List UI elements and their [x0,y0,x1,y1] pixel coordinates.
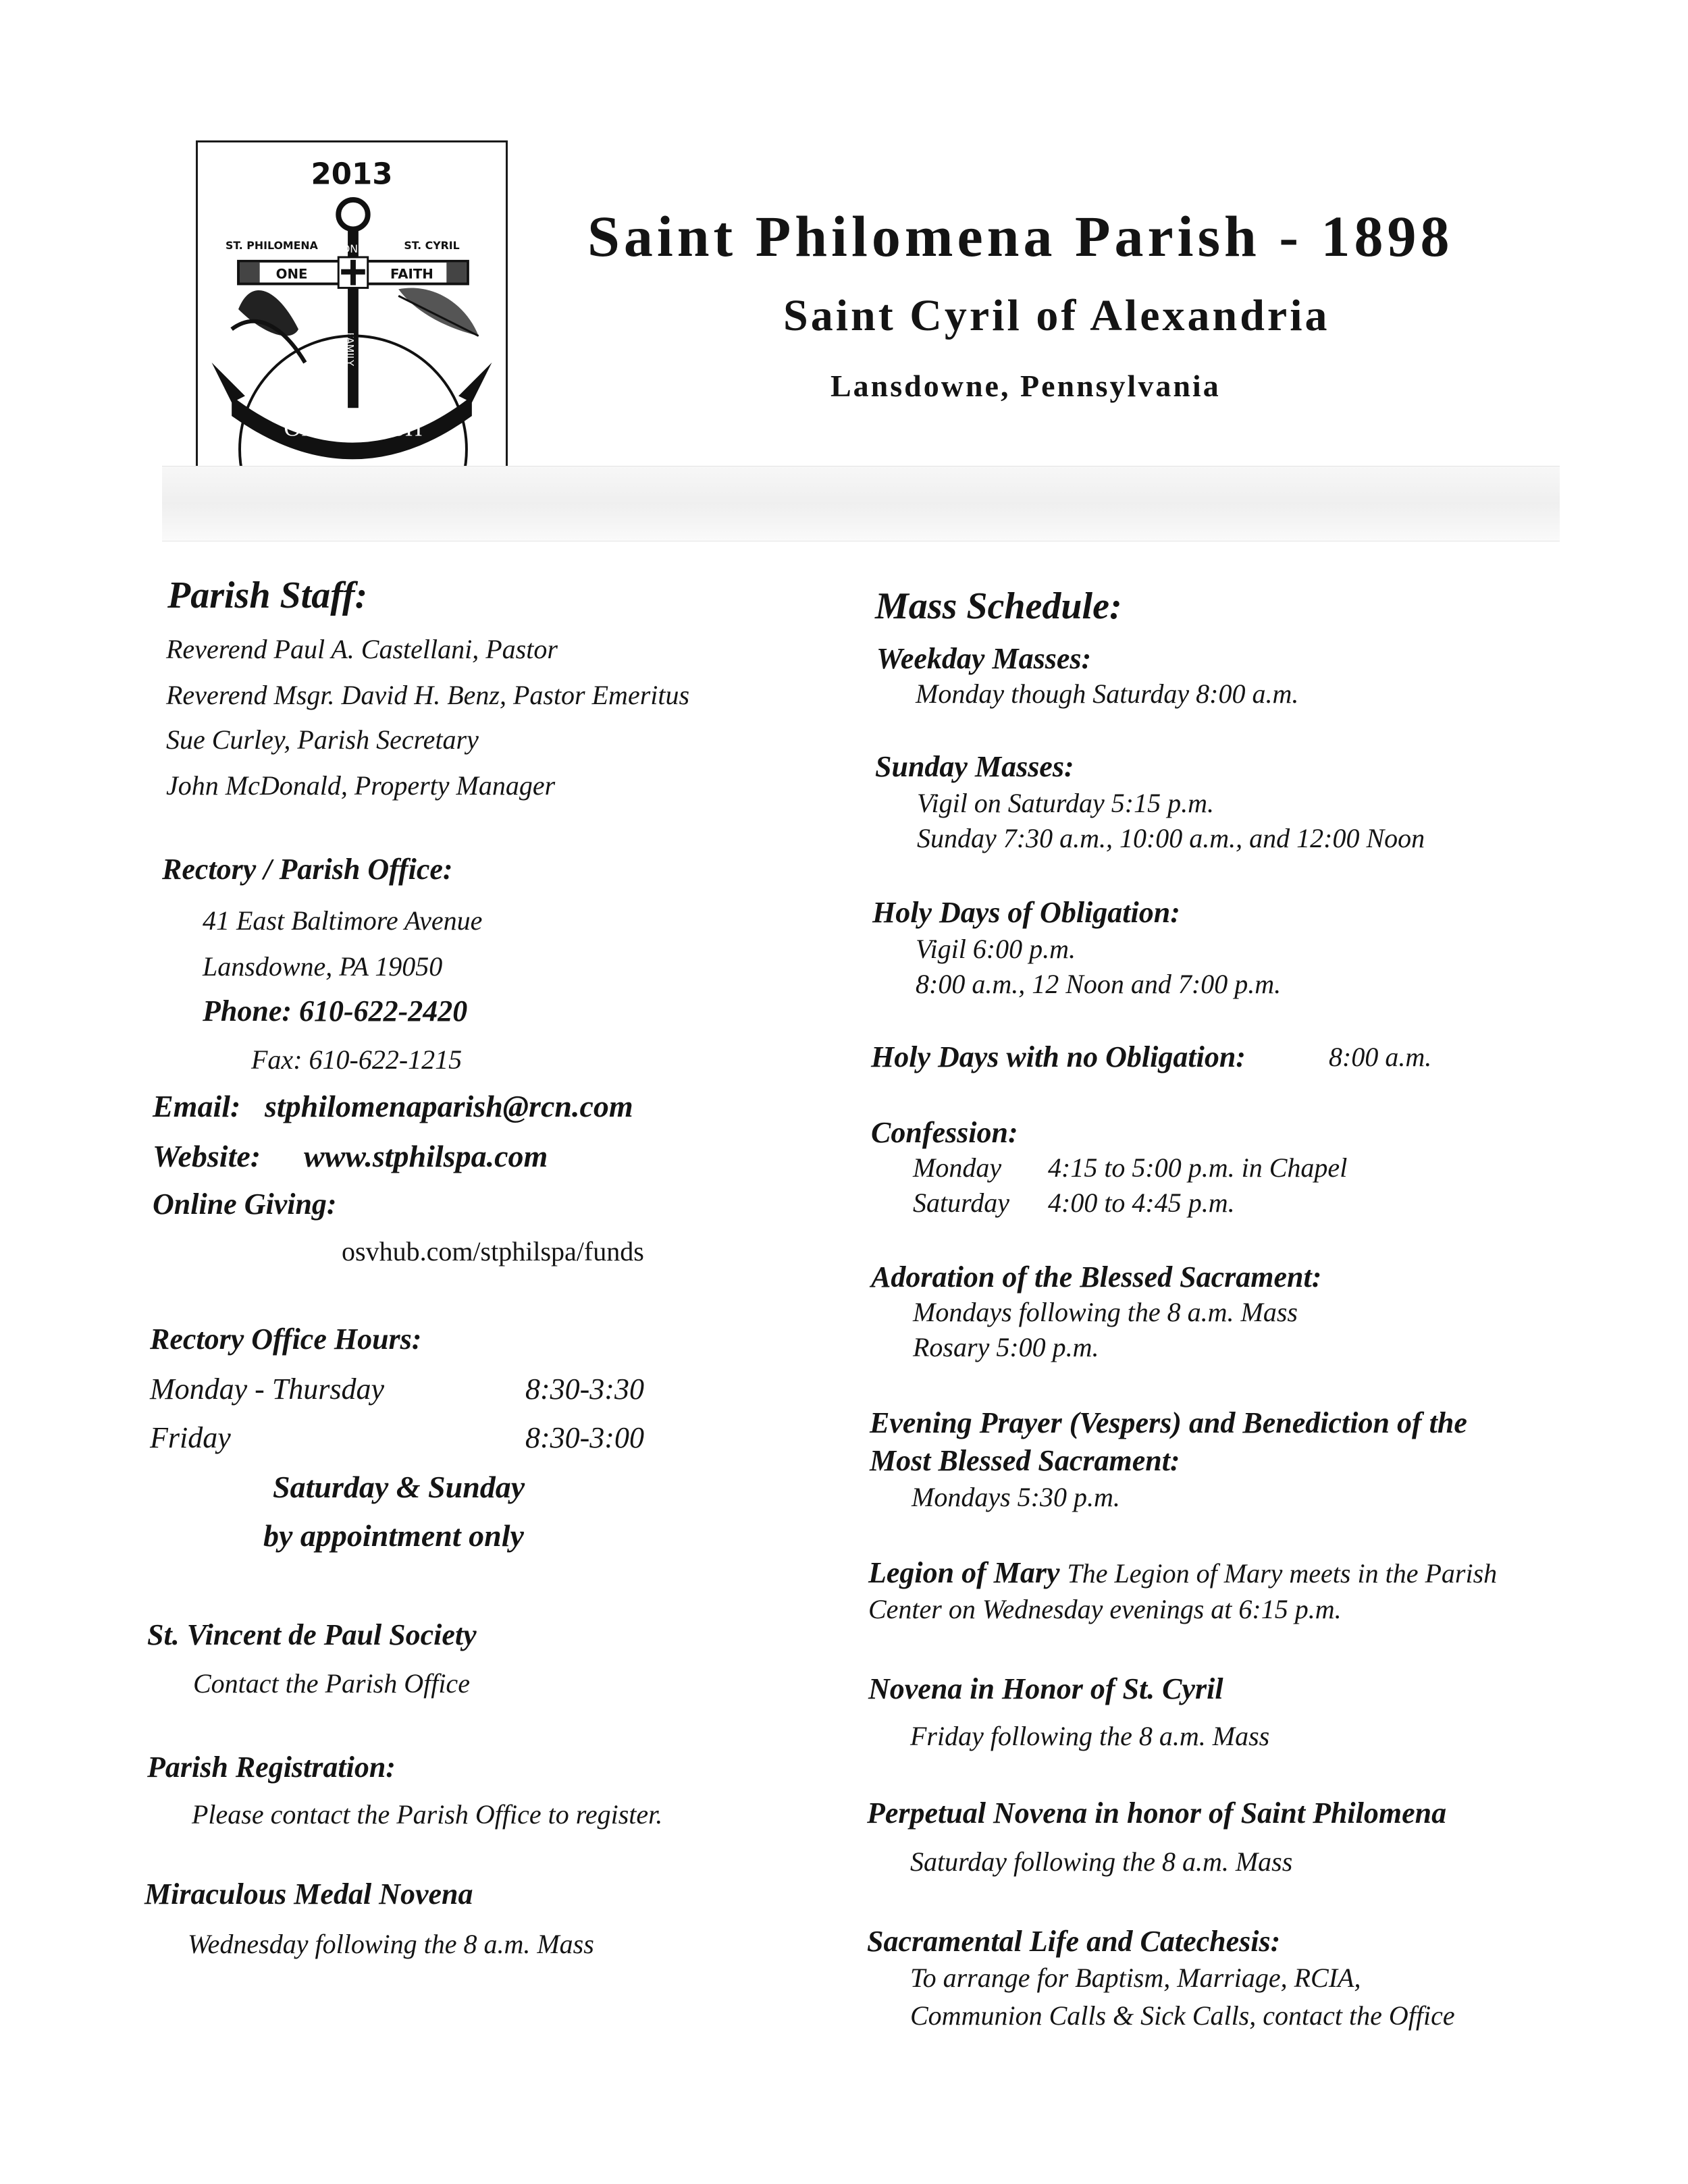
legion-heading: Legion of Mary [868,1556,1060,1589]
website-label: Website: [153,1139,261,1173]
confession-day: Saturday [913,1188,1009,1218]
sunday-masses-text: Vigil on Saturday 5:15 p.m. [917,788,1214,818]
adoration-text: Rosary 5:00 p.m. [913,1332,1099,1362]
medal-novena-heading: Miraculous Medal Novena [144,1877,473,1911]
registration-heading: Parish Registration: [147,1751,396,1784]
hours-weekend-line1: Saturday & Sunday [273,1470,525,1504]
holy-days-text: 8:00 a.m., 12 Noon and 7:00 p.m. [916,969,1282,999]
email-link[interactable]: stphilomenaparish@rcn.com [265,1089,633,1123]
adoration-heading: Adoration of the Blessed Sacrament: [871,1260,1322,1294]
holy-days-heading: Holy Days of Obligation: [872,896,1180,929]
office-phone: Phone: 610-622-2420 [203,994,468,1028]
website-link[interactable]: www.stphilspa.com [304,1139,548,1173]
logo-vertical-top: ONE [341,242,365,256]
confession-heading: Confession: [871,1116,1018,1149]
logo-left-label: ST. PHILOMENA [226,239,318,252]
online-giving-label: Online Giving: [153,1188,337,1221]
office-address-line1: 41 East Baltimore Avenue [203,905,483,936]
hours-day: Friday [150,1421,231,1454]
sunday-masses-text: Sunday 7:30 a.m., 10:00 a.m., and 12:00 Noon [917,823,1425,853]
sacramental-heading: Sacramental Life and Catechesis: [867,1925,1281,1958]
staff-member: Reverend Msgr. David H. Benz, Pastor Emeritus [166,680,690,710]
sacramental-text: To arrange for Baptism, Marriage, RCIA, [910,1963,1361,1993]
svdp-text: Contact the Parish Office [193,1668,470,1699]
parish-logo [196,140,508,478]
legion-line1 [868,1555,1497,1590]
holy-days-no-obligation-time: 8:00 a.m. [1329,1042,1432,1072]
legion-text-line2: Center on Wednesday evenings at 6:15 p.m. [868,1594,1342,1624]
hours-time: 8:30-3:00 [525,1421,644,1454]
vespers-text: Mondays 5:30 p.m. [912,1482,1120,1512]
holy-days-no-obligation-heading: Holy Days with no Obligation: [871,1040,1246,1073]
logo-vertical-bottom: FAMILY [344,332,356,367]
cyril-novena-heading: Novena in Honor of St. Cyril [868,1672,1223,1705]
logo-right-bar: FAITH [390,266,433,282]
sacramental-text: Communion Calls & Sick Calls, contact the Office [910,2000,1455,2031]
office-heading: Rectory / Parish Office: [162,853,453,886]
staff-member: John McDonald, Property Manager [166,770,556,801]
confession-time: 4:00 to 4:45 p.m. [1048,1188,1235,1218]
scan-artifact-strip [162,466,1560,541]
registration-text: Please contact the Parish Office to register. [192,1799,663,1830]
email-label: Email: [153,1089,241,1123]
logo-left-bar: ONE [275,266,308,282]
confession-time: 4:15 to 5:00 p.m. in Chapel [1048,1152,1348,1183]
vespers-heading-line2: Most Blessed Sacrament: [870,1444,1180,1477]
staff-member: Reverend Paul A. Castellani, Pastor [166,634,558,664]
anchor-emblem-icon [198,142,506,476]
weekday-masses-text: Monday though Saturday 8:00 a.m. [916,678,1299,709]
page-subtitle: Saint Cyril of Alexandria [783,291,1330,340]
page-title: Saint Philomena Parish - 1898 [587,204,1454,269]
page-location: Lansdowne, Pennsylvania [830,369,1221,403]
logo-banner: ONE PARISH [284,414,423,442]
staff-heading: Parish Staff: [167,575,368,616]
online-giving-link[interactable]: osvhub.com/stphilspa/funds [342,1236,644,1267]
office-fax: Fax: 610-622-1215 [251,1044,463,1075]
holy-days-text: Vigil 6:00 p.m. [916,934,1076,964]
hours-heading: Rectory Office Hours: [150,1323,422,1356]
weekday-masses-heading: Weekday Masses: [876,642,1092,675]
legion-text: The Legion of Mary meets in the Parish [1067,1558,1498,1589]
mass-schedule-heading: Mass Schedule: [875,585,1122,627]
confession-day: Monday [913,1152,1002,1183]
hours-day: Monday - Thursday [150,1373,385,1406]
sunday-masses-heading: Sunday Masses: [875,750,1074,783]
staff-member: Sue Curley, Parish Secretary [166,724,479,755]
adoration-text: Mondays following the 8 a.m. Mass [913,1297,1298,1327]
philomena-novena-heading: Perpetual Novena in honor of Saint Philomena [867,1796,1447,1830]
svdp-heading: St. Vincent de Paul Society [147,1618,477,1651]
vespers-heading: Evening Prayer (Vespers) and Benediction of the [870,1406,1467,1439]
cyril-novena-text: Friday following the 8 a.m. Mass [910,1721,1270,1751]
hours-time: 8:30-3:30 [525,1373,644,1406]
logo-right-label: ST. CYRIL [404,239,460,252]
hours-weekend-line2: by appointment only [263,1518,524,1553]
logo-year: 2013 [311,157,393,192]
office-address-line2: Lansdowne, PA 19050 [203,951,443,982]
philomena-novena-text: Saturday following the 8 a.m. Mass [910,1846,1293,1877]
medal-novena-text: Wednesday following the 8 a.m. Mass [188,1929,594,1959]
